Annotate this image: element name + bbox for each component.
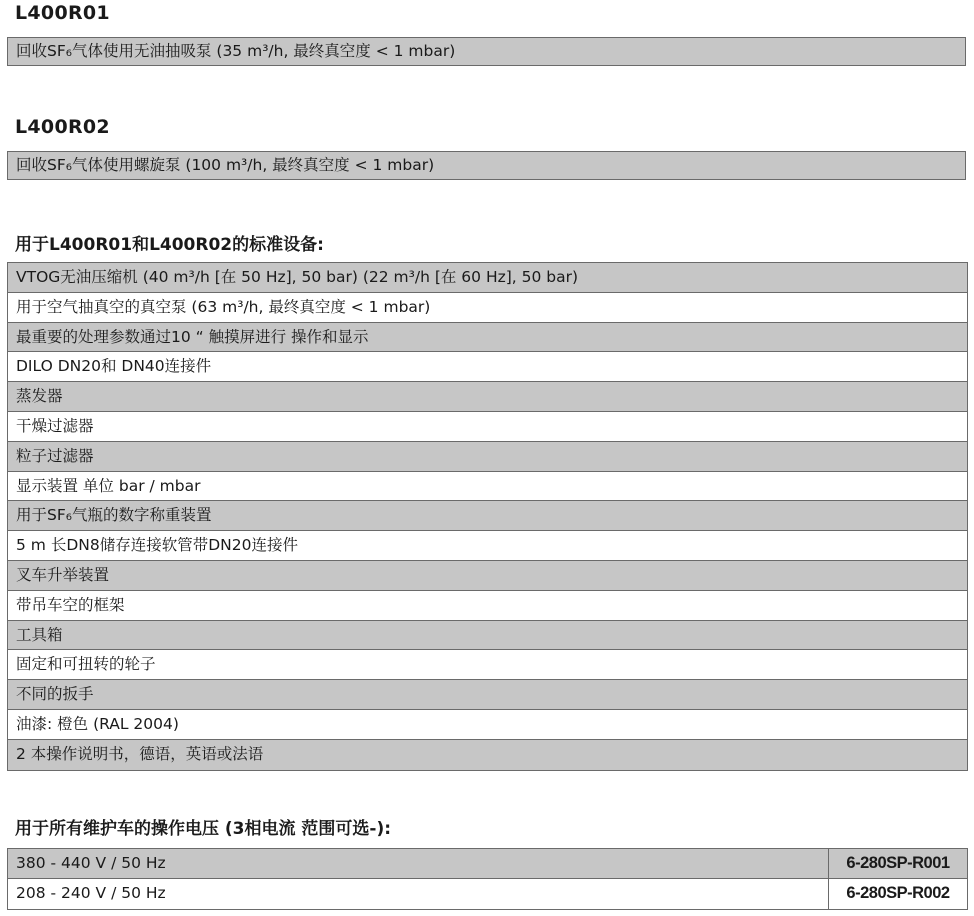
equipment-row: 蒸发器: [8, 382, 967, 412]
voltage-value: 380 - 440 V / 50 Hz: [16, 854, 166, 872]
equipment-row: 粒子过滤器: [8, 442, 967, 472]
operating-voltage-table: [7, 848, 968, 910]
equipment-row: 用于空气抽真空的真空泵 (63 m³/h, 最终真空度 < 1 mbar): [8, 293, 967, 323]
model-description-l400r02: 回收SF₆气体使用螺旋泵 (100 m³/h, 最终真空度 < 1 mbar): [7, 151, 966, 180]
standard-equipment-table: [7, 262, 968, 771]
model-description-l400r01: 回收SF₆气体使用无油抽吸泵 (35 m³/h, 最终真空度 < 1 mbar): [7, 37, 966, 66]
equipment-row: 显示装置 单位 bar / mbar: [8, 472, 967, 502]
model-code-l400r01: L400R01: [15, 2, 110, 24]
equipment-row: 油漆: 橙色 (RAL 2004): [8, 710, 967, 740]
operating-voltage-title: 用于所有维护车的操作电压 (3相电流 范围可选-):: [15, 819, 392, 839]
equipment-row: 5 m 长DN8储存连接软管带DN20连接件: [8, 531, 967, 561]
equipment-row: 2 本操作说明书，德语，英语或法语: [8, 740, 967, 770]
voltage-value: 208 - 240 V / 50 Hz: [16, 884, 166, 902]
equipment-row: 最重要的处理参数通过10 “ 触摸屏进行 操作和显示: [8, 323, 967, 353]
equipment-row: 不同的扳手: [8, 680, 967, 710]
standard-equipment-title: 用于L400R01和L400R02的标准设备:: [15, 235, 324, 255]
equipment-row: 叉车升举装置: [8, 561, 967, 591]
part-number: 6-280SP-R001: [828, 849, 967, 878]
voltage-row: [8, 849, 967, 879]
equipment-row: 固定和可扭转的轮子: [8, 650, 967, 680]
equipment-row: DILO DN20和 DN40连接件: [8, 352, 967, 382]
equipment-row: 干燥过滤器: [8, 412, 967, 442]
model-code-l400r02: L400R02: [15, 116, 110, 138]
equipment-row: 工具箱: [8, 621, 967, 651]
equipment-row: 带吊车空的框架: [8, 591, 967, 621]
equipment-row: 用于SF₆气瓶的数字称重装置: [8, 501, 967, 531]
equipment-row: VTOG无油压缩机 (40 m³/h [在 50 Hz], 50 bar) (22 m³/h [在 60 Hz], 50 bar): [8, 263, 967, 293]
part-number: 6-280SP-R002: [828, 879, 967, 909]
voltage-row: [8, 879, 967, 909]
